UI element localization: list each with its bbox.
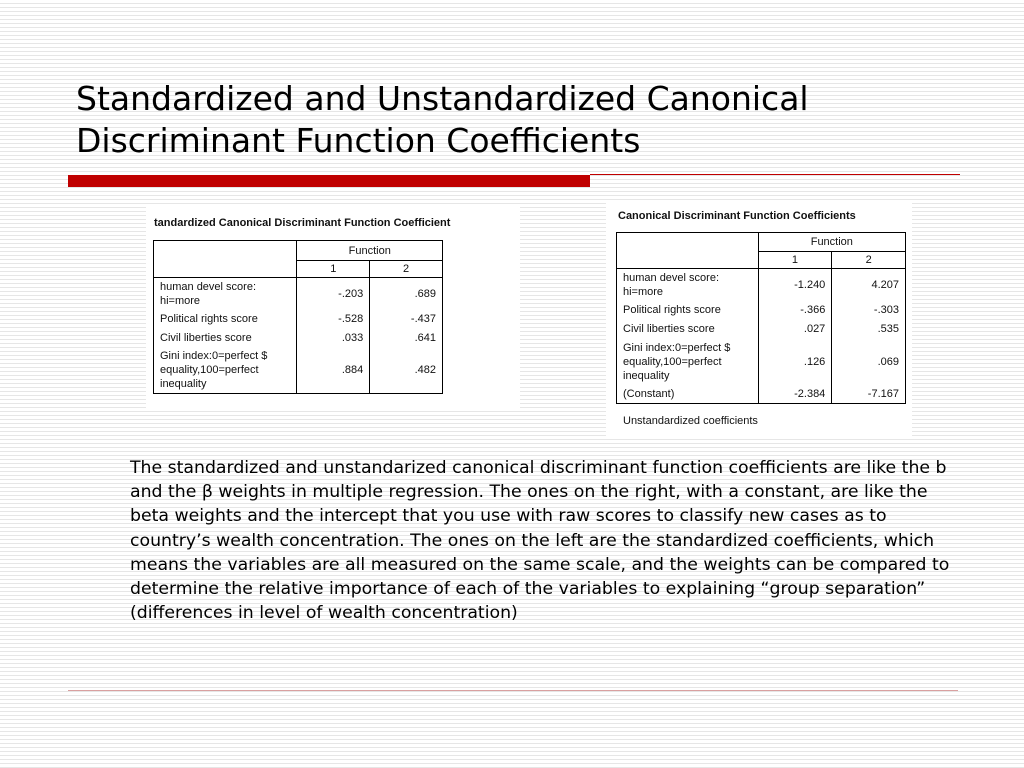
table-row (154, 310, 443, 329)
explanatory-paragraph: The standardized and unstandarized canonical discriminant function coefficients are like the b and the β weights in multiple regression. The ones on the right, with a constant, are like the beta weights and the intercept that you use with raw scores to classify new cases as to country’s wealth concentration. The ones on the left are the standardized coefficients, which means the variables are all measured on the same scale, and the weights can be compared to determine the relative importance of each of the variables to explaining “group separation” (differences in level of wealth concentration) (130, 458, 950, 624)
unstandardized-coefficients-panel (606, 200, 912, 436)
row-label: Civil liberties score (154, 329, 297, 348)
title-underline-red-bar (68, 175, 590, 187)
value-cell: .641 (370, 329, 443, 348)
row-label: (Constant) (617, 385, 759, 404)
column-header: 2 (370, 261, 443, 278)
table-row (617, 339, 906, 385)
value-cell: -2.384 (758, 385, 832, 404)
table-row (617, 301, 906, 320)
value-cell: -.203 (297, 278, 370, 310)
column-header: 1 (297, 261, 370, 278)
value-cell: .482 (370, 348, 443, 394)
value-cell: .689 (370, 278, 443, 310)
table-corner-cell (154, 241, 297, 261)
column-header: 2 (832, 252, 906, 269)
row-label: human devel score: hi=more (617, 269, 759, 301)
table-corner-cell (617, 233, 759, 252)
value-cell: .535 (832, 320, 906, 339)
column-header: 1 (758, 252, 832, 269)
value-cell: .069 (832, 339, 906, 385)
table-row (617, 269, 906, 301)
value-cell: .027 (758, 320, 832, 339)
value-cell: -1.240 (758, 269, 832, 301)
value-cell: .126 (758, 339, 832, 385)
standardized-coefficients-panel (146, 206, 520, 408)
unstandardized-coefficients-table (616, 232, 906, 404)
standardized-coefficients-table (153, 240, 443, 394)
table-corner-cell (154, 261, 297, 278)
value-cell: -7.167 (832, 385, 906, 404)
row-label: Political rights score (154, 310, 297, 329)
table-footnote: Unstandardized coefficients (623, 415, 758, 427)
value-cell: .033 (297, 329, 370, 348)
row-label: human devel score: hi=more (154, 278, 297, 310)
table-row (617, 385, 906, 404)
value-cell: -.528 (297, 310, 370, 329)
value-cell: -.437 (370, 310, 443, 329)
unstandardized-table-title: Canonical Discriminant Function Coefficients (618, 210, 856, 222)
table-row (154, 348, 443, 394)
value-cell: -.303 (832, 301, 906, 320)
value-cell: -.366 (758, 301, 832, 320)
table-row (154, 329, 443, 348)
standardized-table-title: tandardized Canonical Discriminant Function Coefficient (154, 217, 451, 229)
function-group-header: Function (297, 241, 443, 261)
value-cell: 4.207 (832, 269, 906, 301)
value-cell: .884 (297, 348, 370, 394)
function-group-header: Function (758, 233, 905, 252)
table-row (154, 278, 443, 310)
slide-title: Standardized and Unstandardized Canonical Discriminant Function Coefficients (76, 79, 809, 160)
footer-divider (68, 690, 958, 691)
row-label: Political rights score (617, 301, 759, 320)
row-label: Civil liberties score (617, 320, 759, 339)
title-underline-thin-line (590, 174, 960, 175)
row-label: Gini index:0=perfect $ equality,100=perfect inequality (617, 339, 759, 385)
table-corner-cell (617, 252, 759, 269)
table-row (617, 320, 906, 339)
row-label: Gini index:0=perfect $ equality,100=perfect inequality (154, 348, 297, 394)
